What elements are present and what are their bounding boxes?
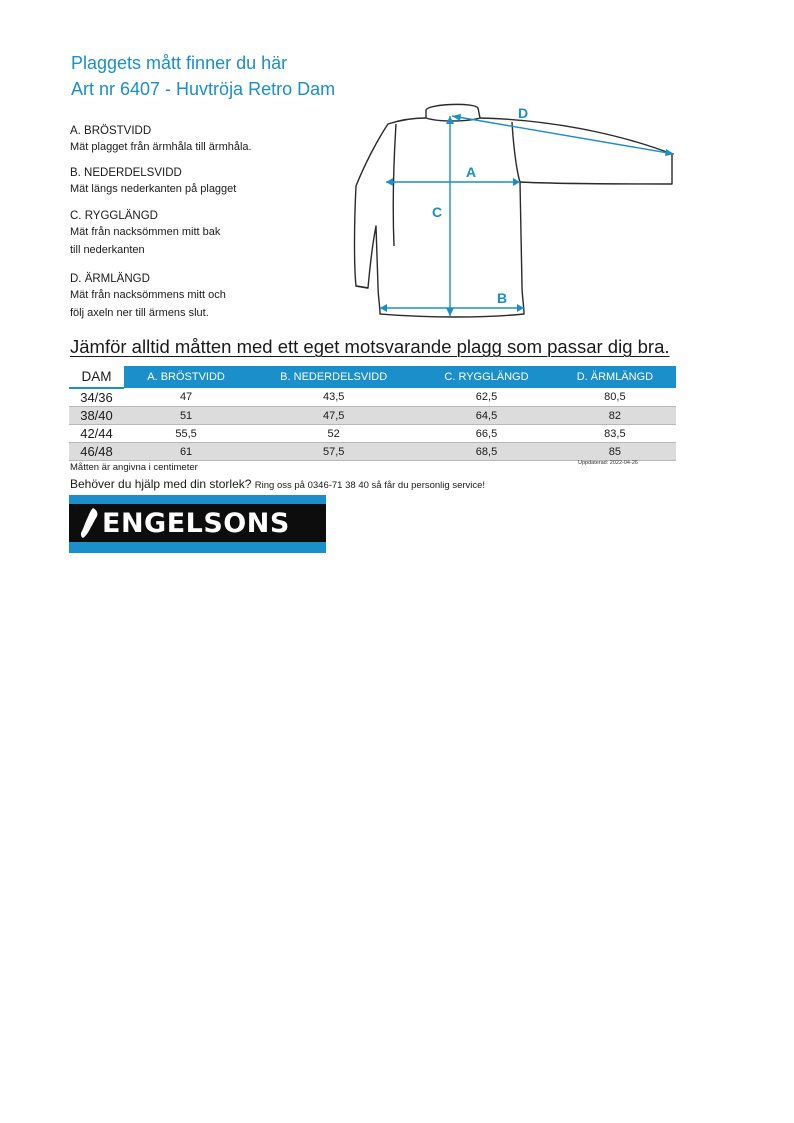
- table-cell: 80,5: [554, 388, 676, 407]
- size-cell: 42/44: [69, 425, 124, 443]
- table-row: [69, 407, 676, 425]
- article-title: Art nr 6407 - Huvtröja Retro Dam: [71, 79, 336, 99]
- measure-a-heading: A. BRÖSTVIDD: [70, 125, 152, 137]
- updated-date: Uppdaterad: 2022-04-26: [578, 460, 638, 466]
- measure-b: [70, 166, 236, 198]
- col-header-armlangd: D. ÄRMLÄNGD: [554, 366, 676, 388]
- engelsons-logo: [69, 495, 326, 553]
- page-title: Plaggets mått finner du här: [71, 53, 288, 73]
- label-d: D: [518, 105, 529, 121]
- measure-c-heading: C. RYGGLÄNGD: [70, 210, 158, 222]
- col-header-brostvidd: A. BRÖSTVIDD: [124, 366, 248, 388]
- measure-d: [70, 272, 226, 322]
- label-c: C: [432, 204, 443, 220]
- measure-lines: [380, 116, 674, 316]
- table-cell: 66,5: [419, 425, 554, 443]
- sweden-map-icon: [77, 507, 101, 539]
- table-header-row: [69, 366, 676, 388]
- table-cell: 43,5: [248, 388, 419, 407]
- table-cell: 83,5: [554, 425, 676, 443]
- table-cell: 52: [248, 425, 419, 443]
- table-cell: 82: [554, 407, 676, 425]
- label-a: A: [466, 164, 477, 180]
- measure-d-desc-2: följ axeln ner till ärmens slut.: [70, 307, 209, 319]
- table-cell: 57,5: [248, 443, 419, 461]
- measure-d-desc-1: Mät från nacksömmens mitt och: [70, 289, 226, 301]
- measure-a: [70, 124, 252, 156]
- help-contact: Ring oss på 0346-71 38 40 så får du personlig service!: [254, 480, 486, 491]
- table-cell: 68,5: [419, 443, 554, 461]
- table-cell: 64,5: [419, 407, 554, 425]
- size-table: [69, 366, 676, 461]
- table-cell: 55,5: [124, 425, 248, 443]
- compare-advice: Jämför alltid måtten med ett eget motsvarande plagg som passar dig bra.: [70, 336, 670, 357]
- measure-d-heading: D. ÄRMLÄNGD: [70, 273, 150, 285]
- table-cell: 47,5: [248, 407, 419, 425]
- size-cell: 46/48: [69, 443, 124, 461]
- size-cell: 34/36: [69, 388, 124, 407]
- measure-b-heading: B. NEDERDELSVIDD: [70, 167, 182, 179]
- size-cell: 38/40: [69, 407, 124, 425]
- logo-band: [69, 504, 326, 542]
- table-cell: 61: [124, 443, 248, 461]
- unit-note: Måtten är angivna i centimeter: [70, 462, 198, 473]
- table-row: [69, 388, 676, 407]
- help-question: Behöver du hjälp med din storlek?: [70, 477, 252, 491]
- help-line: [70, 477, 485, 491]
- table-cell: 85: [554, 443, 676, 461]
- measure-c-desc-1: Mät från nacksömmen mitt bak: [70, 226, 221, 238]
- arrowheads: [380, 114, 674, 316]
- col-header-rygglangd: C. RYGGLÄNGD: [419, 366, 554, 388]
- measure-c: [70, 209, 220, 259]
- measure-c-desc-2: till nederkanten: [70, 244, 145, 256]
- table-row: [69, 443, 676, 461]
- table-cell: 51: [124, 407, 248, 425]
- col-header-nederdelsvidd: B. NEDERDELSVIDD: [248, 366, 419, 388]
- col-header-dam: DAM: [69, 366, 124, 388]
- garment-diagram: [326, 96, 686, 328]
- sweater-outline: [355, 104, 673, 317]
- table-cell: 47: [124, 388, 248, 407]
- table-cell: 62,5: [419, 388, 554, 407]
- label-b: B: [497, 290, 508, 306]
- line-d: [452, 116, 674, 154]
- logo-wordmark: ENGELSONS: [102, 508, 290, 539]
- measure-a-desc: Mät plagget från ärmhåla till ärmhåla.: [70, 141, 252, 153]
- measure-b-desc: Mät längs nederkanten på plagget: [70, 183, 237, 195]
- table-row: [69, 425, 676, 443]
